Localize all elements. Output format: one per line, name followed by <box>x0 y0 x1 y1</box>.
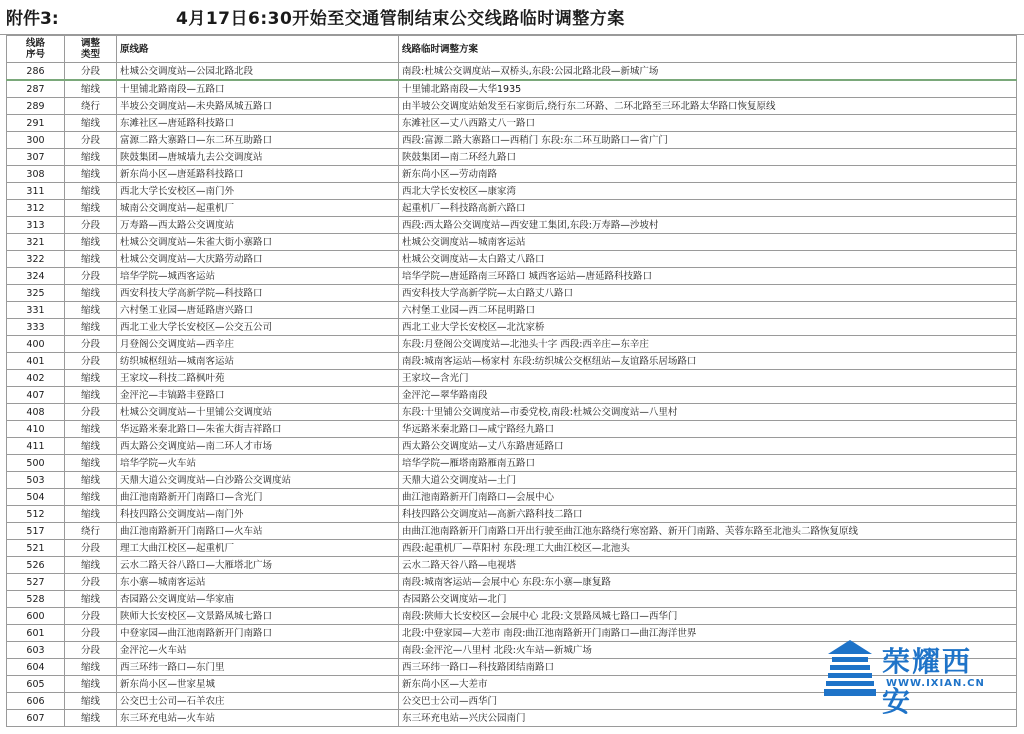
table-row <box>7 63 1017 81</box>
cell-adjustment-plan: 云水二路天谷八路—电视塔 <box>399 557 1017 574</box>
table-row <box>7 285 1017 302</box>
table-row <box>7 540 1017 557</box>
cell-adjustment-plan: 南段:金泙沱—八里村 北段:火车站—新城广场 <box>399 642 1017 659</box>
cell-original-route: 西三环纬一路口—东门里 <box>117 659 399 676</box>
cell-adjust-type: 缩线 <box>65 455 117 472</box>
cell-adjustment-plan: 六村堡工业园—西二环昆明路口 <box>399 302 1017 319</box>
cell-original-route: 月登阁公交调度站—西辛庄 <box>117 336 399 353</box>
cell-route-no: 604 <box>7 659 65 676</box>
cell-adjustment-plan: 东滩社区—丈八西路丈八一路口 <box>399 115 1017 132</box>
table-row <box>7 132 1017 149</box>
cell-adjust-type: 分段 <box>65 132 117 149</box>
cell-adjustment-plan: 培华学院—唐延路南三环路口 城西客运站—唐延路科技路口 <box>399 268 1017 285</box>
table-row <box>7 523 1017 540</box>
table-row <box>7 183 1017 200</box>
cell-adjust-type: 分段 <box>65 63 117 81</box>
table-row <box>7 251 1017 268</box>
cell-route-no: 607 <box>7 710 65 727</box>
cell-route-no: 308 <box>7 166 65 183</box>
table-body <box>7 63 1017 727</box>
cell-route-no: 411 <box>7 438 65 455</box>
cell-adjustment-plan: 南段:陕师大长安校区—会展中心 北段:文景路凤城七路口—西华门 <box>399 608 1017 625</box>
table-row <box>7 574 1017 591</box>
building-logo-icon <box>824 638 876 698</box>
header-original-route: 原线路 <box>117 36 399 63</box>
table-row <box>7 149 1017 166</box>
cell-adjustment-plan: 新东尚小区—劳动南路 <box>399 166 1017 183</box>
cell-route-no: 408 <box>7 404 65 421</box>
cell-adjustment-plan: 陕鼓集团—南二环经九路口 <box>399 149 1017 166</box>
cell-route-no: 291 <box>7 115 65 132</box>
cell-adjustment-plan: 西段:起重机厂—草阳村 东段:理工大曲江校区—北池头 <box>399 540 1017 557</box>
cell-adjustment-plan: 南段:城南客运站—杨家村 东段:纺织城公交枢纽站—友谊路乐居场路口 <box>399 353 1017 370</box>
cell-adjust-type: 缩线 <box>65 183 117 200</box>
cell-original-route: 公交巴士公司—石羊农庄 <box>117 693 399 710</box>
cell-route-no: 325 <box>7 285 65 302</box>
cell-route-no: 307 <box>7 149 65 166</box>
cell-original-route: 东小寨—城南客运站 <box>117 574 399 591</box>
cell-route-no: 527 <box>7 574 65 591</box>
cell-adjustment-plan: 起重机厂—科技路高新六路口 <box>399 200 1017 217</box>
cell-adjust-type: 缩线 <box>65 659 117 676</box>
header-adjust-type: 调整 类型 <box>65 36 117 63</box>
cell-original-route: 杜城公交调度站—十里铺公交调度站 <box>117 404 399 421</box>
cell-adjust-type: 分段 <box>65 336 117 353</box>
cell-route-no: 500 <box>7 455 65 472</box>
cell-adjust-type: 缩线 <box>65 676 117 693</box>
cell-adjust-type: 分段 <box>65 540 117 557</box>
cell-adjustment-plan: 天鼎大道公交调度站—土门 <box>399 472 1017 489</box>
cell-original-route: 杜城公交调度站—朱雀大街小寨路口 <box>117 234 399 251</box>
cell-adjust-type: 分段 <box>65 625 117 642</box>
table-row <box>7 268 1017 285</box>
cell-route-no: 606 <box>7 693 65 710</box>
cell-route-no: 331 <box>7 302 65 319</box>
cell-original-route: 培华学院—火车站 <box>117 455 399 472</box>
cell-adjust-type: 分段 <box>65 404 117 421</box>
cell-adjustment-plan: 华远路米秦北路口—咸宁路经九路口 <box>399 421 1017 438</box>
cell-route-no: 324 <box>7 268 65 285</box>
table-row <box>7 472 1017 489</box>
cell-original-route: 科技四路公交调度站—南门外 <box>117 506 399 523</box>
cell-adjust-type: 缩线 <box>65 506 117 523</box>
cell-adjust-type: 分段 <box>65 642 117 659</box>
cell-route-no: 600 <box>7 608 65 625</box>
cell-adjustment-plan: 科技四路公交调度站—高新六路科技二路口 <box>399 506 1017 523</box>
cell-route-no: 311 <box>7 183 65 200</box>
cell-adjustment-plan: 西北工业大学长安校区—北沈家桥 <box>399 319 1017 336</box>
watermark-url: WWW.IXIAN.CN <box>886 678 985 689</box>
cell-route-no: 289 <box>7 98 65 115</box>
table-row <box>7 370 1017 387</box>
cell-original-route: 新东尚小区—唐延路科技路口 <box>117 166 399 183</box>
cell-route-no: 605 <box>7 676 65 693</box>
cell-adjust-type: 缩线 <box>65 251 117 268</box>
cell-route-no: 528 <box>7 591 65 608</box>
cell-route-no: 603 <box>7 642 65 659</box>
cell-original-route: 培华学院—城西客运站 <box>117 268 399 285</box>
table-row <box>7 98 1017 115</box>
table-row <box>7 608 1017 625</box>
cell-original-route: 纺织城枢纽站—城南客运站 <box>117 353 399 370</box>
cell-original-route: 陕鼓集团—唐城墙九去公交调度站 <box>117 149 399 166</box>
cell-adjustment-plan: 曲江池南路新开门南路口—会展中心 <box>399 489 1017 506</box>
ixian-watermark <box>824 636 1000 718</box>
cell-original-route: 杏园路公交调度站—华家庙 <box>117 591 399 608</box>
table-row <box>7 387 1017 404</box>
table-row <box>7 234 1017 251</box>
cell-adjust-type: 缩线 <box>65 166 117 183</box>
cell-adjust-type: 缩线 <box>65 710 117 727</box>
table-row <box>7 421 1017 438</box>
cell-original-route: 西安科技大学高新学院—科技路口 <box>117 285 399 302</box>
cell-original-route: 王家坟—科技二路枫叶苑 <box>117 370 399 387</box>
cell-original-route: 曲江池南路新开门南路口—火车站 <box>117 523 399 540</box>
cell-adjust-type: 缩线 <box>65 80 117 98</box>
cell-adjustment-plan: 杜城公交调度站—城南客运站 <box>399 234 1017 251</box>
cell-route-no: 503 <box>7 472 65 489</box>
cell-adjust-type: 缩线 <box>65 200 117 217</box>
table-row <box>7 506 1017 523</box>
cell-adjust-type: 缩线 <box>65 319 117 336</box>
table-row <box>7 217 1017 234</box>
table-row <box>7 319 1017 336</box>
cell-original-route: 东三环充电站—火车站 <box>117 710 399 727</box>
cell-route-no: 322 <box>7 251 65 268</box>
cell-route-no: 400 <box>7 336 65 353</box>
cell-original-route: 新东尚小区—世家星城 <box>117 676 399 693</box>
table-row <box>7 115 1017 132</box>
cell-adjust-type: 缩线 <box>65 489 117 506</box>
cell-route-no: 321 <box>7 234 65 251</box>
table-row <box>7 438 1017 455</box>
cell-route-no: 521 <box>7 540 65 557</box>
cell-adjust-type: 分段 <box>65 353 117 370</box>
cell-adjustment-plan: 新东尚小区—大差市 <box>399 676 1017 693</box>
table-row <box>7 710 1017 727</box>
cell-original-route: 杜城公交调度站—大庆路劳动路口 <box>117 251 399 268</box>
cell-adjustment-plan: 西安科技大学高新学院—太白路丈八路口 <box>399 285 1017 302</box>
cell-adjustment-plan: 培华学院—雁塔南路雁南五路口 <box>399 455 1017 472</box>
cell-original-route: 西北工业大学长安校区—公交五公司 <box>117 319 399 336</box>
attachment-label: 附件3: <box>6 9 59 29</box>
cell-adjust-type: 缩线 <box>65 591 117 608</box>
cell-original-route: 万寿路—西太路公交调度站 <box>117 217 399 234</box>
cell-adjust-type: 缩线 <box>65 472 117 489</box>
cell-adjust-type: 缩线 <box>65 557 117 574</box>
table-row <box>7 591 1017 608</box>
header-route-no: 线路 序号 <box>7 36 65 63</box>
cell-adjustment-plan: 西段:富源二路大寨路口—西稍门 东段:东二环互助路口—省广门 <box>399 132 1017 149</box>
table-row <box>7 557 1017 574</box>
cell-original-route: 西太路公交调度站—南二环人才市场 <box>117 438 399 455</box>
cell-adjustment-plan: 东段:十里铺公交调度站—市委党校,南段:杜城公交调度站—八里村 <box>399 404 1017 421</box>
cell-route-no: 504 <box>7 489 65 506</box>
cell-original-route: 城南公交调度站—起重机厂 <box>117 200 399 217</box>
document-header <box>0 0 1024 35</box>
cell-adjust-type: 分段 <box>65 574 117 591</box>
cell-route-no: 313 <box>7 217 65 234</box>
cell-adjust-type: 缩线 <box>65 370 117 387</box>
cell-adjust-type: 缩线 <box>65 302 117 319</box>
cell-adjust-type: 分段 <box>65 217 117 234</box>
cell-route-no: 526 <box>7 557 65 574</box>
cell-route-no: 286 <box>7 63 65 81</box>
cell-original-route: 西北大学长安校区—南门外 <box>117 183 399 200</box>
table-row <box>7 455 1017 472</box>
cell-original-route: 杜城公交调度站—公园北路北段 <box>117 63 399 81</box>
cell-adjustment-plan: 北段:中登家园—大差市 南段:曲江池南路新开门南路口—曲江海洋世界 <box>399 625 1017 642</box>
cell-adjustment-plan: 东三环充电站—兴庆公园南门 <box>399 710 1017 727</box>
cell-route-no: 401 <box>7 353 65 370</box>
cell-adjustment-plan: 金泙沱—翠华路南段 <box>399 387 1017 404</box>
cell-route-no: 300 <box>7 132 65 149</box>
cell-adjust-type: 绕行 <box>65 523 117 540</box>
cell-adjust-type: 缩线 <box>65 693 117 710</box>
cell-original-route: 陕师大长安校区—文景路凤城七路口 <box>117 608 399 625</box>
cell-original-route: 中登家园—曲江池南路新开门南路口 <box>117 625 399 642</box>
cell-route-no: 601 <box>7 625 65 642</box>
cell-adjustment-plan: 杜城公交调度站—太白路丈八路口 <box>399 251 1017 268</box>
cell-original-route: 东滩社区—唐延路科技路口 <box>117 115 399 132</box>
cell-route-no: 517 <box>7 523 65 540</box>
cell-adjustment-plan: 由曲江池南路新开门南路口开出行驶至曲江池东路绕行寒窑路、新开门南路、芙蓉东路至北池头二路恢复原线 <box>399 523 1017 540</box>
cell-adjustment-plan: 公交巴士公司—西华门 <box>399 693 1017 710</box>
cell-adjust-type: 缩线 <box>65 387 117 404</box>
cell-adjust-type: 缩线 <box>65 421 117 438</box>
cell-adjustment-plan: 十里铺北路南段—大华1935 <box>399 80 1017 98</box>
cell-adjust-type: 缩线 <box>65 285 117 302</box>
cell-adjust-type: 缩线 <box>65 438 117 455</box>
table-row <box>7 489 1017 506</box>
cell-adjustment-plan: 南段:城南客运站—会展中心 东段:东小寨—康复路 <box>399 574 1017 591</box>
cell-original-route: 六村堡工业园—唐延路唐兴路口 <box>117 302 399 319</box>
table-row <box>7 336 1017 353</box>
cell-adjust-type: 分段 <box>65 608 117 625</box>
cell-adjust-type: 缩线 <box>65 234 117 251</box>
cell-original-route: 金泙沱—火车站 <box>117 642 399 659</box>
table-row <box>7 353 1017 370</box>
cell-route-no: 312 <box>7 200 65 217</box>
cell-route-no: 512 <box>7 506 65 523</box>
cell-original-route: 理工大曲江校区—起重机厂 <box>117 540 399 557</box>
table-row <box>7 166 1017 183</box>
cell-adjust-type: 分段 <box>65 268 117 285</box>
cell-adjustment-plan: 西段:西太路公交调度站—西安建工集团,东段:万寿路—沙坡村 <box>399 217 1017 234</box>
cell-adjustment-plan: 由半坡公交调度站始发至石家街后,绕行东二环路、二环北路至三环北路太华路口恢复原线 <box>399 98 1017 115</box>
cell-original-route: 华远路米秦北路口—朱雀大街吉祥路口 <box>117 421 399 438</box>
cell-adjust-type: 缩线 <box>65 149 117 166</box>
cell-adjustment-plan: 东段:月登阁公交调度站—北池头十字 西段:西辛庄—东辛庄 <box>399 336 1017 353</box>
table-row <box>7 404 1017 421</box>
cell-route-no: 333 <box>7 319 65 336</box>
cell-route-no: 410 <box>7 421 65 438</box>
header-adjustment-plan: 线路临时调整方案 <box>399 36 1017 63</box>
cell-adjust-type: 缩线 <box>65 115 117 132</box>
cell-original-route: 曲江池南路新开门南路口—含光门 <box>117 489 399 506</box>
cell-route-no: 402 <box>7 370 65 387</box>
table-row <box>7 302 1017 319</box>
cell-adjustment-plan: 杏园路公交调度站—北门 <box>399 591 1017 608</box>
cell-route-no: 287 <box>7 80 65 98</box>
route-adjustment-table <box>6 35 1017 727</box>
document-title: 4月17日6:30开始至交通管制结束公交线路临时调整方案 <box>176 9 625 29</box>
cell-adjustment-plan: 南段:杜城公交调度站—双桥头,东段:公园北路北段—新城广场 <box>399 63 1017 81</box>
cell-original-route: 云水二路天谷八路口—大雁塔北广场 <box>117 557 399 574</box>
watermark-brand: 荣耀西安 <box>882 645 973 718</box>
table-row <box>7 80 1017 98</box>
cell-original-route: 富源二路大寨路口—东二环互助路口 <box>117 132 399 149</box>
table-row <box>7 200 1017 217</box>
cell-route-no: 407 <box>7 387 65 404</box>
cell-adjustment-plan: 西太路公交调度站—丈八东路唐延路口 <box>399 438 1017 455</box>
cell-adjustment-plan: 王家坟—含光门 <box>399 370 1017 387</box>
cell-adjustment-plan: 西北大学长安校区—康家湾 <box>399 183 1017 200</box>
cell-original-route: 十里铺北路南段—五路口 <box>117 80 399 98</box>
cell-original-route: 天鼎大道公交调度站—白沙路公交调度站 <box>117 472 399 489</box>
table-header-row <box>7 36 1017 63</box>
cell-original-route: 金泙沱—丰镐路丰登路口 <box>117 387 399 404</box>
cell-original-route: 半坡公交调度站—未央路凤城五路口 <box>117 98 399 115</box>
cell-adjust-type: 绕行 <box>65 98 117 115</box>
cell-adjustment-plan: 西三环纬一路口—科技路团结南路口 <box>399 659 1017 676</box>
